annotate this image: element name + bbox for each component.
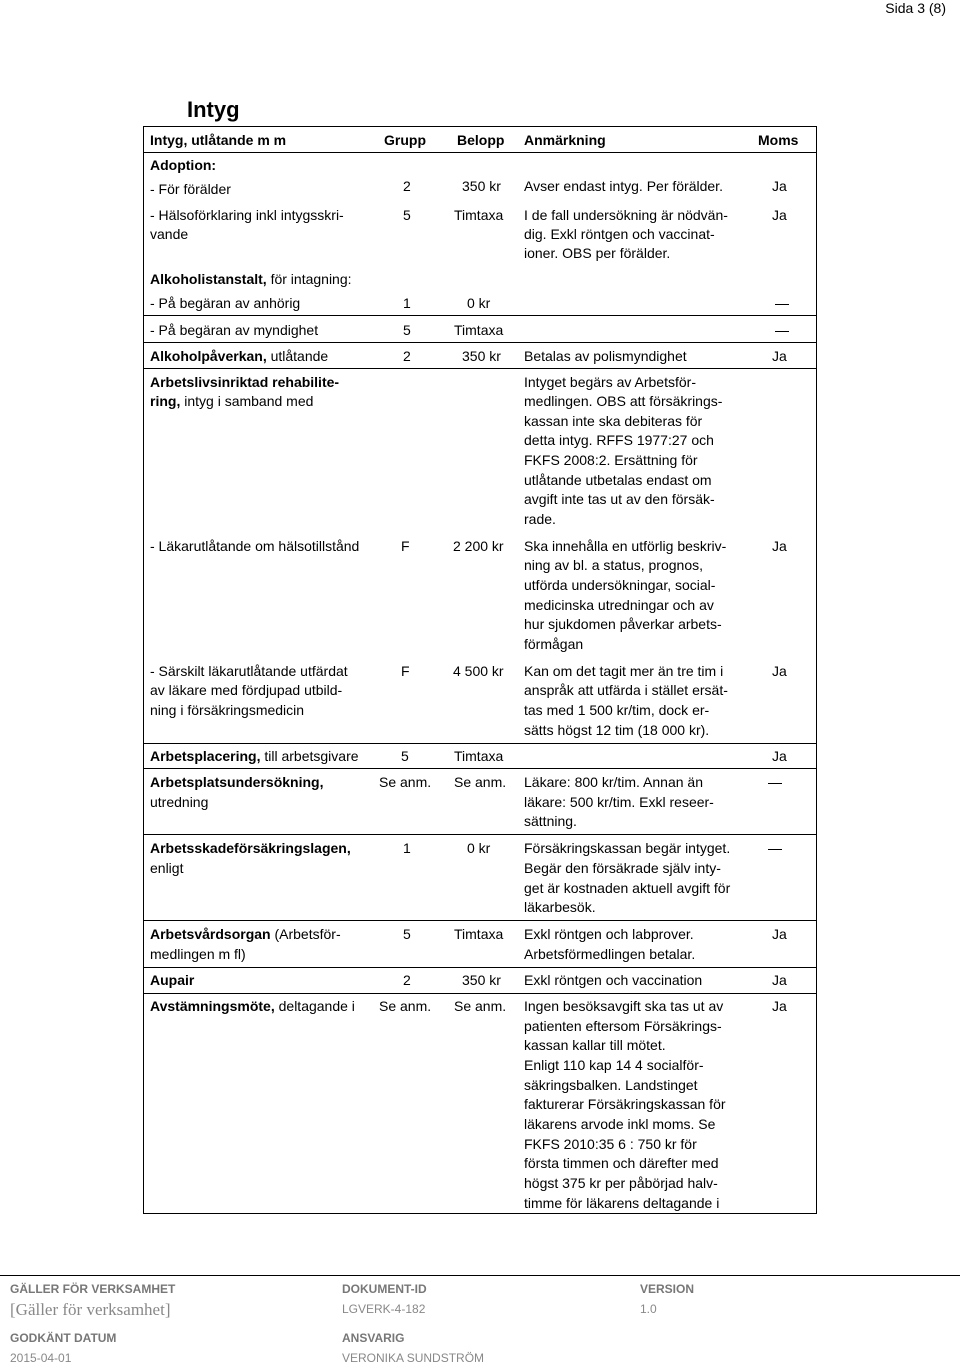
row-divider (144, 993, 816, 994)
row-grupp: F (401, 538, 410, 554)
row-moms: Ja (772, 748, 787, 764)
row-label-bold: ring, (150, 393, 181, 409)
footer-value-galler: [Gäller för verksamhet] (10, 1300, 171, 1319)
row-anmarkning: I de fall undersökning är nödvän- (524, 207, 728, 223)
document-footer (0, 1275, 960, 1364)
row-belopp: 0 kr (467, 295, 491, 311)
row-anmarkning: Exkl röntgen och labprover. (524, 926, 694, 942)
row-label: enligt (150, 860, 184, 876)
row-anmarkning: Försäkringskassan begär intyget. (524, 840, 731, 856)
row-label-bold: Arbetslivsinriktad rehabilite- (150, 374, 340, 390)
row-belopp: Timtaxa (454, 926, 504, 942)
row-label (150, 269, 352, 289)
row-moms: Ja (772, 178, 787, 194)
fee-table (143, 126, 817, 1214)
row-divider (144, 967, 816, 968)
row-grupp: 1 (403, 840, 411, 856)
footer-value-ansvarig: VERONIKA SUNDSTRÖM (342, 1351, 485, 1365)
row-anmarkning: utförda undersökningar, social- (524, 577, 716, 593)
row-anmarkning: sättning. (524, 813, 577, 829)
row-grupp: 1 (403, 295, 411, 311)
footer-label-version: VERSION (640, 1282, 695, 1296)
row-label: Adoption: (150, 157, 217, 173)
row-divider (144, 152, 816, 153)
row-label-bold: Aupair (150, 972, 195, 988)
row-label (150, 746, 359, 766)
row-anmarkning: säkringsbalken. Landstinget (524, 1077, 698, 1093)
row-label-bold: Arbetsplatsundersökning, (150, 774, 324, 790)
col-header-moms: Moms (758, 132, 799, 148)
row-belopp: Se anm. (454, 774, 507, 790)
row-anmarkning: fakturerar Försäkringskassan för (524, 1096, 726, 1112)
row-grupp: Se anm. (379, 774, 432, 790)
col-header-item: Intyg, utlåtande m m (150, 132, 287, 148)
row-label: av läkare med fördjupad utbild- (150, 682, 343, 698)
footer-value-version: 1.0 (640, 1302, 657, 1316)
row-grupp: 5 (401, 748, 409, 764)
page-title: Intyg (187, 97, 240, 122)
row-moms-dash (768, 838, 782, 858)
row-belopp: 350 kr (462, 972, 501, 988)
row-belopp: 2 200 kr (453, 538, 504, 554)
row-belopp: 350 kr (462, 178, 501, 194)
row-moms: Ja (772, 998, 787, 1014)
col-header-grupp: Grupp (384, 132, 426, 148)
row-label-bold: Alkoholpåverkan, (150, 348, 267, 364)
row-moms: Ja (772, 348, 787, 364)
row-anmarkning: ioner. OBS per förälder. (524, 245, 671, 261)
row-label-text: (Arbetsför- (270, 926, 341, 942)
row-label-bold: Arbetsskadeförsäkringslagen, (150, 840, 351, 856)
row-belopp: Timtaxa (454, 322, 504, 338)
row-label-text: till arbetsgivare (260, 748, 359, 764)
row-anmarkning: utlåtande utbetalas endast om (524, 472, 712, 488)
row-anmarkning: medlingen. OBS att försäkrings- (524, 393, 723, 409)
col-header-anmarkning: Anmärkning (524, 132, 606, 148)
page-number: Sida 3 (8) (885, 0, 946, 16)
row-label: ning i försäkringsmedicin (150, 702, 305, 718)
row-anmarkning: medicinska utredningar och av (524, 597, 714, 613)
row-moms: Ja (772, 972, 787, 988)
row-label: utredning (150, 794, 209, 810)
row-divider (144, 768, 816, 769)
row-anmarkning: läkare: 500 kr/tim. Exkl reseer- (524, 794, 714, 810)
row-anmarkning: get är kostnaden aktuell avgift för (524, 880, 731, 896)
footer-label-godkant: GODKÄNT DATUM (10, 1331, 117, 1345)
row-anmarkning: högst 375 kr per påbörjad halv- (524, 1175, 718, 1191)
row-anmarkning: Ingen besöksavgift ska tas ut av (524, 998, 724, 1014)
row-anmarkning: Kan om det tagit mer än tre tim i (524, 663, 724, 679)
row-moms: Ja (772, 926, 787, 942)
row-anmarkning: kassan kallar till mötet. (524, 1037, 666, 1053)
footer-value-dokid: LGVERK-4-182 (342, 1302, 426, 1316)
row-label (150, 924, 341, 944)
row-moms-dash (768, 772, 782, 792)
row-grupp: 2 (403, 348, 411, 364)
row-anmarkning: Betalas av polismyndighet (524, 348, 687, 364)
row-label (150, 346, 328, 366)
row-label-bold: Alkoholistanstalt, (150, 271, 267, 287)
row-belopp: Timtaxa (454, 748, 504, 764)
row-moms-dash (775, 320, 789, 340)
row-moms: Ja (772, 207, 787, 223)
row-moms-dash (775, 293, 789, 313)
row-belopp: 0 kr (467, 840, 491, 856)
row-anmarkning: läkarens arvode inkl moms. Se (524, 1116, 716, 1132)
row-divider (144, 315, 816, 316)
footer-label-ansvarig: ANSVARIG (342, 1331, 405, 1345)
row-anmarkning: Arbetsförmedlingen betalar. (524, 946, 696, 962)
row-anmarkning: timme för läkarens deltagande i (524, 1195, 720, 1211)
row-label: - Särskilt läkarutlåtande utfärdat (150, 663, 348, 679)
row-anmarkning: FKFS 2008:2. Ersättning för (524, 452, 698, 468)
row-anmarkning: läkarbesök. (524, 899, 596, 915)
row-label-text: utlåtande (266, 348, 329, 364)
row-label: - Läkarutlåtande om hälsotillstånd (150, 538, 360, 554)
row-anmarkning: förmågan (524, 636, 584, 652)
footer-value-godkant: 2015-04-01 (10, 1351, 72, 1365)
row-belopp: 350 kr (462, 348, 501, 364)
row-anmarkning: Avser endast intyg. Per förälder. (524, 178, 723, 194)
row-label: - På begäran av anhörig (150, 295, 301, 311)
row-anmarkning: ning av bl. a status, prognos, (524, 557, 703, 573)
row-grupp: 5 (403, 926, 411, 942)
row-label: - På begäran av myndighet (150, 322, 319, 338)
row-anmarkning: tas med 1 500 kr/tim, dock er- (524, 702, 710, 718)
row-label-bold: Avstämningsmöte, (150, 998, 275, 1014)
row-anmarkning: Begär den försäkrade själv inty- (524, 860, 721, 876)
row-moms: Ja (772, 663, 787, 679)
row-label (150, 996, 355, 1016)
row-label-text: för intagning: (266, 271, 352, 287)
col-header-belopp: Belopp (457, 132, 505, 148)
row-anmarkning: detta intyg. RFFS 1977:27 och (524, 432, 714, 448)
row-belopp: Timtaxa (454, 207, 504, 223)
row-grupp: 5 (403, 322, 411, 338)
row-anmarkning: rade. (524, 511, 556, 527)
row-anmarkning: patienten eftersom Försäkrings- (524, 1018, 722, 1034)
row-anmarkning: sätts högst 12 tim (18 000 kr). (524, 722, 710, 738)
row-anmarkning: avgift inte tas ut av den försäk- (524, 491, 715, 507)
row-divider (144, 834, 816, 835)
row-anmarkning: FKFS 2010:35 6 : 750 kr för (524, 1136, 697, 1152)
row-anmarkning: Intyget begärs av Arbetsför- (524, 374, 696, 390)
row-grupp: 2 (403, 178, 411, 194)
row-divider (144, 743, 816, 744)
row-belopp: 4 500 kr (453, 663, 504, 679)
row-grupp: 5 (403, 207, 411, 223)
row-anmarkning: dig. Exkl röntgen och vaccinat- (524, 226, 715, 242)
row-grupp: F (401, 663, 410, 679)
row-label-text: intyg i samband med (180, 393, 314, 409)
row-divider (144, 342, 816, 343)
row-anmarkning: Läkare: 800 kr/tim. Annan än (524, 774, 703, 790)
row-label: - Hälsoförklaring inkl intygsskri- (150, 207, 344, 223)
row-label: - För förälder (150, 181, 231, 197)
row-anmarkning: Enligt 110 kap 14 4 socialför- (524, 1057, 704, 1073)
row-divider (144, 368, 816, 369)
row-anmarkning: Exkl röntgen och vaccination (524, 972, 703, 988)
row-label: medlingen m fl) (150, 946, 246, 962)
row-anmarkning: Ska innehålla en utförlig beskriv- (524, 538, 727, 554)
row-label-bold: Arbetsvårdsorgan (150, 926, 271, 942)
row-label-text: deltagande i (274, 998, 355, 1014)
row-label: vande (150, 226, 189, 242)
row-divider (144, 920, 816, 921)
row-anmarkning: anspråk att utfärda i stället ersät- (524, 682, 728, 698)
footer-label-galler: GÄLLER FÖR VERKSAMHET (10, 1282, 176, 1296)
row-label-bold: Arbetsplacering, (150, 748, 261, 764)
row-anmarkning: första timmen och därefter med (524, 1155, 719, 1171)
row-grupp: 2 (403, 972, 411, 988)
row-anmarkning: hur sjukdomen påverkar arbets- (524, 616, 722, 632)
footer-label-dokid: DOKUMENT-ID (342, 1282, 427, 1296)
row-label (150, 391, 313, 411)
row-anmarkning: kassan inte ska debiteras för (524, 413, 703, 429)
row-grupp: Se anm. (379, 998, 432, 1014)
row-moms: Ja (772, 538, 787, 554)
row-belopp: Se anm. (454, 998, 507, 1014)
